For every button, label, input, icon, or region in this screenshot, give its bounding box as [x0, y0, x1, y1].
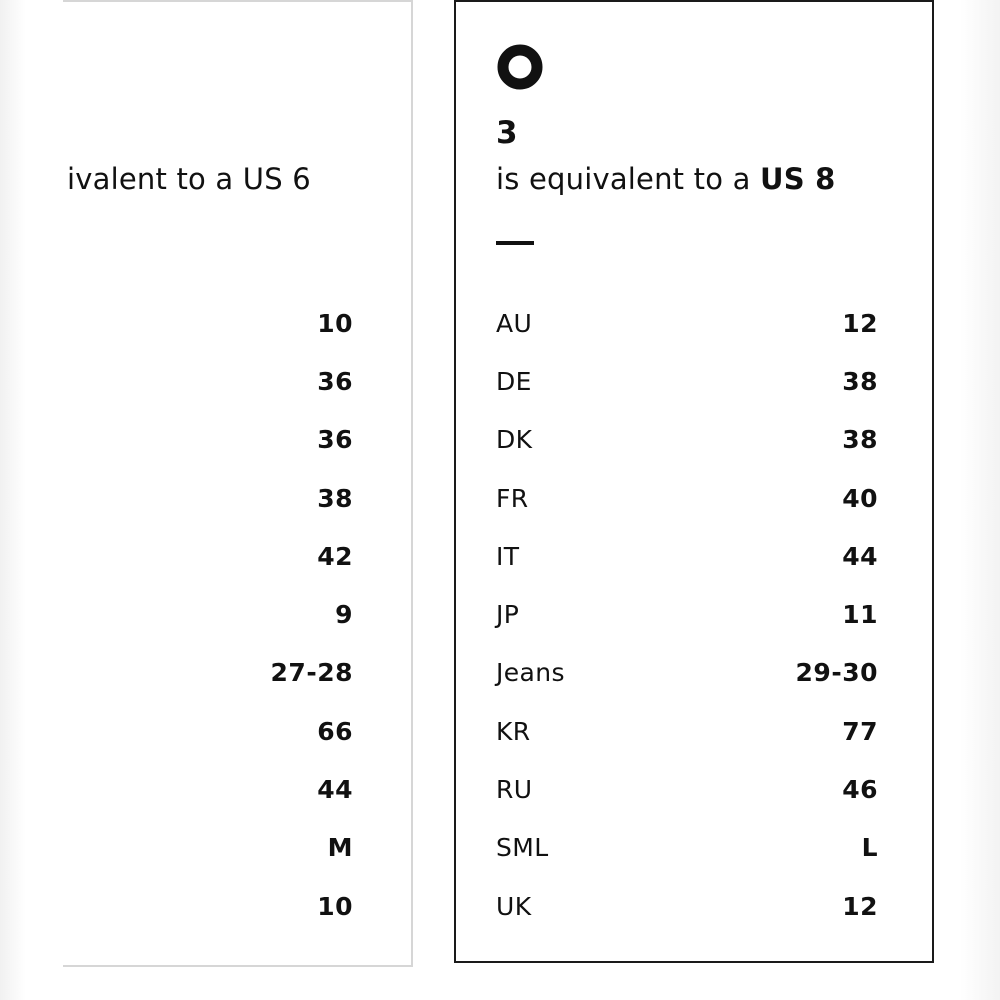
list-item: [496, 411, 878, 469]
size-value: 66: [317, 716, 353, 746]
region-label: IT: [496, 541, 520, 571]
list-item: [63, 585, 353, 643]
region-label: RU: [496, 775, 533, 805]
size-value: 12: [842, 891, 878, 921]
size-value: 27-28: [270, 658, 353, 688]
size-value: 11: [842, 600, 878, 630]
region-label: JP: [496, 600, 520, 630]
ring-icon: [496, 43, 544, 91]
carousel-edge-left: [0, 0, 26, 1000]
region-label: SML: [496, 833, 549, 863]
list-item: [496, 585, 878, 643]
region-label: Jeans: [496, 658, 565, 688]
list-item: [496, 760, 878, 818]
region-label: UK: [496, 891, 532, 921]
size-value: 42: [317, 541, 353, 571]
region-label: AU: [496, 308, 533, 338]
equivalent-us-size: US 8: [760, 162, 836, 196]
size-conversion-list: [496, 294, 878, 935]
carousel-edge-right: [960, 0, 1000, 1000]
size-card-previous[interactable]: [63, 0, 413, 967]
size-value: 44: [842, 541, 878, 571]
list-item: [63, 411, 353, 469]
list-item: [496, 527, 878, 585]
list-item: [63, 294, 353, 352]
size-value: 10: [317, 891, 353, 921]
size-card-selected[interactable]: [454, 0, 934, 963]
region-label: DK: [496, 425, 533, 455]
size-equivalent-text: ivalent to a US 6: [67, 162, 311, 196]
size-value: 40: [842, 483, 878, 513]
list-item: [496, 294, 878, 352]
size-value: L: [861, 833, 878, 863]
list-item: [496, 352, 878, 410]
list-item: [496, 819, 878, 877]
list-item: [63, 469, 353, 527]
list-item: [63, 527, 353, 585]
list-item: [63, 352, 353, 410]
size-number: 3: [496, 115, 518, 151]
list-item: [63, 702, 353, 760]
region-label: FR: [496, 483, 529, 513]
size-value: 10: [317, 308, 353, 338]
list-item: [63, 644, 353, 702]
size-value: 38: [842, 366, 878, 396]
list-item: [496, 702, 878, 760]
list-item: [496, 469, 878, 527]
size-value: 46: [842, 775, 878, 805]
size-value: 36: [317, 366, 353, 396]
equivalent-prefix: is equivalent to a: [496, 162, 760, 196]
size-conversion-list: [63, 294, 353, 935]
size-value: 38: [317, 483, 353, 513]
size-value: 77: [842, 716, 878, 746]
list-item: [496, 877, 878, 935]
size-value: M: [327, 833, 353, 863]
divider-dash: [496, 241, 534, 245]
size-value: 9: [335, 600, 353, 630]
region-label: DE: [496, 366, 532, 396]
size-value: 12: [842, 308, 878, 338]
list-item: [496, 644, 878, 702]
region-label: KR: [496, 716, 531, 746]
size-equivalent-text: [496, 162, 836, 196]
list-item: [63, 877, 353, 935]
list-item: [63, 819, 353, 877]
size-value: 38: [842, 425, 878, 455]
size-value: 44: [317, 775, 353, 805]
list-item: [63, 760, 353, 818]
size-value: 36: [317, 425, 353, 455]
size-value: 29-30: [795, 658, 878, 688]
